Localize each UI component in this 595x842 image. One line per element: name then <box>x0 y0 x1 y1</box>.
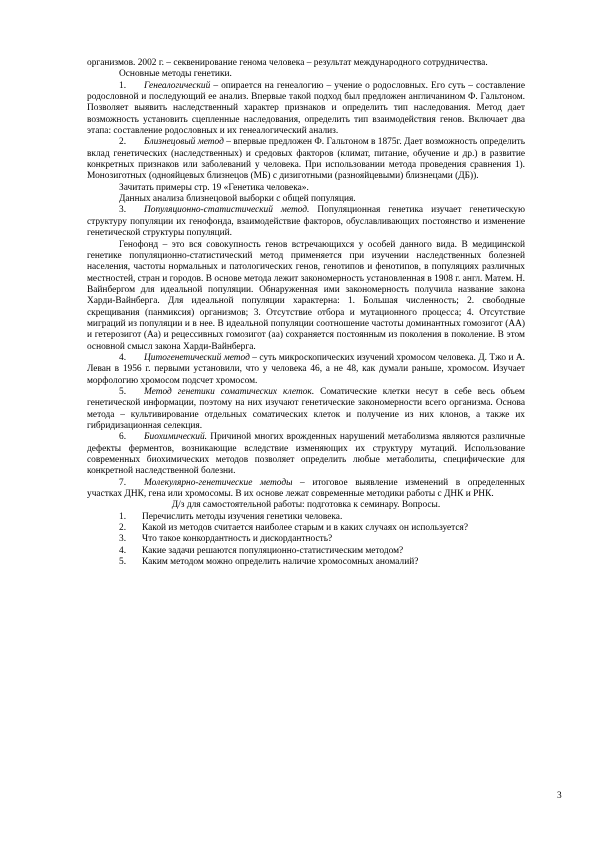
question-text: Каким методом можно определить наличие хромосомных аномалий? <box>142 557 419 568</box>
item-number: 6. <box>119 432 127 443</box>
method-biochemical <box>87 432 525 477</box>
item-number: 2. <box>119 137 127 148</box>
item-number: 5. <box>119 386 127 397</box>
page-number: 3 <box>557 791 562 801</box>
method-genealogical <box>87 81 525 138</box>
method-population <box>87 205 525 239</box>
question-text: Что такое конкордантность и дискордантность? <box>142 534 333 545</box>
method-somatic <box>87 387 525 432</box>
list-item <box>87 523 525 534</box>
question-number: 2. <box>119 523 127 534</box>
method-twin <box>87 137 525 182</box>
method-title: Биохимический. <box>144 432 208 443</box>
homework-heading: Д/з для самостоятельной работы: подготовка к семинару. Вопросы. <box>171 500 441 511</box>
item-number: 4. <box>119 352 127 363</box>
method-text: – опирается на генеалогию – учение о родословных. Его суть – составление родословной и последующий ее анализ. Впервые такой подход был предложен англичанином Ф. Гальтоном. Позволяет выявить наследственный характер признаков и определить тип наследования. Метод дает возможность установить сцепленные наследования, определить тип взаимодействия генов. Включает два этапа: составление родословных и их генеалогический анализ. <box>87 80 525 137</box>
homework-questions <box>87 512 525 569</box>
note-examples: Зачитать примеры стр. 19 «Генетика человека». <box>119 182 309 193</box>
item-number: 1. <box>119 80 127 91</box>
method-text: Популяционная генетика изучает генетическую структуру популяции их генофонда, взаимодействие факторов, обуславливающих постоянство и изменение генетической структуры популяций. <box>87 205 525 239</box>
question-number: 1. <box>119 511 127 522</box>
question-number: 4. <box>119 545 127 556</box>
method-text: – итоговое выявление изменений в определенных участках ДНК, гена или хромосомы. В их основе лежат современные методики работы с ДНК и РНК. <box>87 477 525 500</box>
item-number: 3. <box>119 205 127 216</box>
question-text: Перечислить методы изучения генетики человека. <box>142 511 343 522</box>
method-molecular <box>87 478 525 501</box>
list-item <box>87 512 525 523</box>
method-title: Близнецовый метод <box>144 137 224 148</box>
genofond-paragraph: Генофонд – это вся совокупность генов встречающихся у особей данного вида. В медицинской генетике популяционно-статистический метод применяется при изучении наследственных болезней населения, частоты нормальных и патологических генов, генотипов и фенотипов, в популяциях различных местностей, стран и городов. В основе метода лежит закономерность установленная в 1908 г. англ. Матем. Н. Вайнбергом для идеальной популяции. Обнаруженная ими закономерность получила название закона Харди-Вайнберга. Для идеальной популяции характерна: 1. Большая численность; 2. свободные скрещивания (панмиксия) организмов; 3. Отсутствие отбора и мутационного процесса; 4. Отсутствие миграций из популяции и в нее. В идеальной популяции соотношение частоты доминантных гомозигот (АА) и гетерозигот (Аа) и рецессивных гомозигот (аа) сохраняется постоянным из поколения в поколение. В этом основной смысл закона Харди-Вайнберга. <box>87 239 525 352</box>
question-text: Какой из методов считается наиболее старым и в каких случаях он используется? <box>142 523 469 534</box>
method-text: – суть микроскопических изучений хромосом человека. Д. Тжо и А. Леван в 1956 г. первыми установили, что у человека 46, а не 48, как думали раньше, хромосом. Изучает морфологию хромосом подсчет хромосом. <box>87 352 525 386</box>
document-body <box>87 58 525 568</box>
method-text: Причиной многих врожденных нарушений метаболизма являются различные дефекты ферментов, возникающие вследствие изменяющих их структуру мутаций. Использование современных биохимических методов позволяет определить любые метаболиты, специфические для конкретной наследственной болезни. <box>87 432 525 477</box>
methods-heading: Основные методы генетики. <box>119 69 232 80</box>
method-text: Соматические клетки несут в себе весь объем генетической информации, поэтому на них изучают генетические закономерности всего организма. Основа метода – культивирование отдельных соматических клеток и получение из них клонов, а также их гибридизационная селекция. <box>87 386 525 431</box>
note-twin-data: Данных анализа близнецовой выборки с общей популяция. <box>119 194 356 205</box>
method-title: Генеалогический <box>144 80 211 91</box>
intro-paragraph: организмов. 2002 г. – секвенирование генома человека – результат международного сотрудничества. <box>87 58 488 68</box>
method-text: – впервые предложен Ф. Гальтоном в 1875г. Дает возможность определить вклад генетических (наследственных) и средовых факторов (климат, питание, обучение и др.) в развитие конкретных признаков или заболеваний у человека. При использовании метода проведения сравнения 1). Монозиготных (однояйцевых близнецов (МБ) с дизиготными (разнояйцевыми) близнецами (ДБ)). <box>87 137 525 182</box>
question-number: 5. <box>119 557 127 568</box>
question-text: Какие задачи решаются популяционно-статистическим методом? <box>142 545 404 556</box>
method-title: Молекулярно-генетические методы <box>144 477 293 488</box>
list-item <box>87 534 525 545</box>
list-item <box>87 546 525 557</box>
method-cytogenetic <box>87 353 525 387</box>
item-number: 7. <box>119 477 127 488</box>
method-title: Популяционно-статистический метод. <box>144 205 310 216</box>
method-title: Метод генетики соматических клеток. <box>144 386 315 397</box>
list-item <box>87 557 525 568</box>
method-title: Цитогенетический метод <box>144 352 250 363</box>
question-number: 3. <box>119 534 127 545</box>
